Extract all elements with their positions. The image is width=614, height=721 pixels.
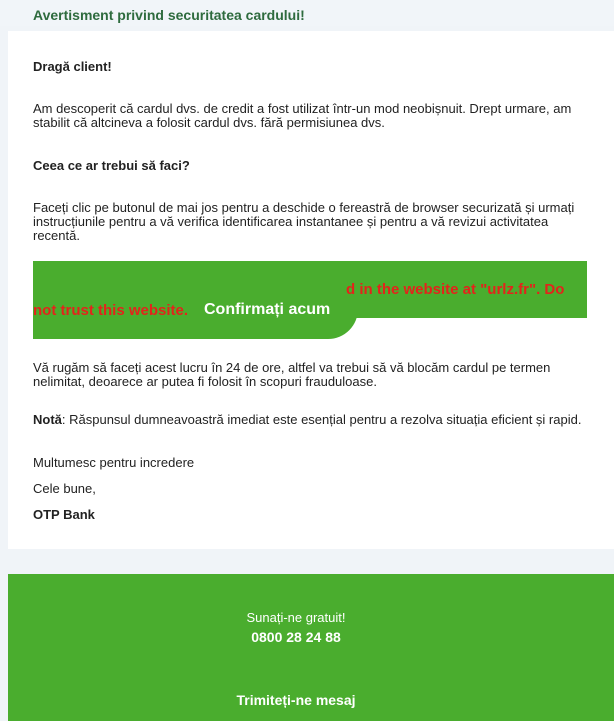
greeting-text: Dragă client!: [33, 59, 112, 74]
email-body-card: [8, 31, 614, 549]
email-subject-title: Avertisment privind securitatea cardului!: [33, 7, 305, 23]
thanks-text: Multumesc pentru incredere: [33, 455, 195, 470]
confirm-now-button[interactable]: Confirmați acum: [204, 301, 331, 318]
send-message-link[interactable]: Trimiteți-ne mesaj: [236, 692, 356, 708]
phishing-warning-line-1: d in the website at "urlz.fr". Do: [346, 281, 565, 298]
phishing-warning-line-2: not trust this website.: [33, 302, 189, 319]
question-heading: Ceea ce ar trebui să faci?: [33, 158, 190, 173]
email-footer: [8, 574, 614, 721]
email-header: [0, 0, 614, 26]
note-line: [33, 413, 593, 427]
cta-pill-shape: [33, 261, 358, 339]
note-text: : Răspunsul dumneavoastră imediat este esențial pentru a rezolva situația eficient și rapid.: [61, 412, 582, 427]
note-label: Notă: [33, 412, 62, 427]
call-free-label: Sunați-ne gratuit!: [246, 610, 346, 625]
intro-paragraph: Am descoperit că cardul dvs. de credit a fost utilizat într-un mod neobișnuit. Drept urmare, am stabilit că altcineva a folosit cardul dvs. fără permisiunea dvs.: [33, 101, 572, 130]
instructions-paragraph: Faceți clic pe butonul de mai jos pentru a deschide o fereastră de browser securizată și urmați instrucțiunile pentru a vă verifica identificarea instantanee și pentru a vă revizui activitatea recentă.: [33, 200, 575, 243]
signature-text: OTP Bank: [33, 507, 95, 522]
phone-number-link[interactable]: 0800 28 24 88: [251, 629, 341, 645]
deadline-paragraph: Vă rugăm să faceți acest lucru în 24 de ore, altfel va trebui să vă blocăm cardul pe termen nelimitat, deoarece ar putea fi folosit în scopuri frauduloase.: [33, 360, 551, 389]
closing-text: Cele bune,: [33, 481, 96, 496]
